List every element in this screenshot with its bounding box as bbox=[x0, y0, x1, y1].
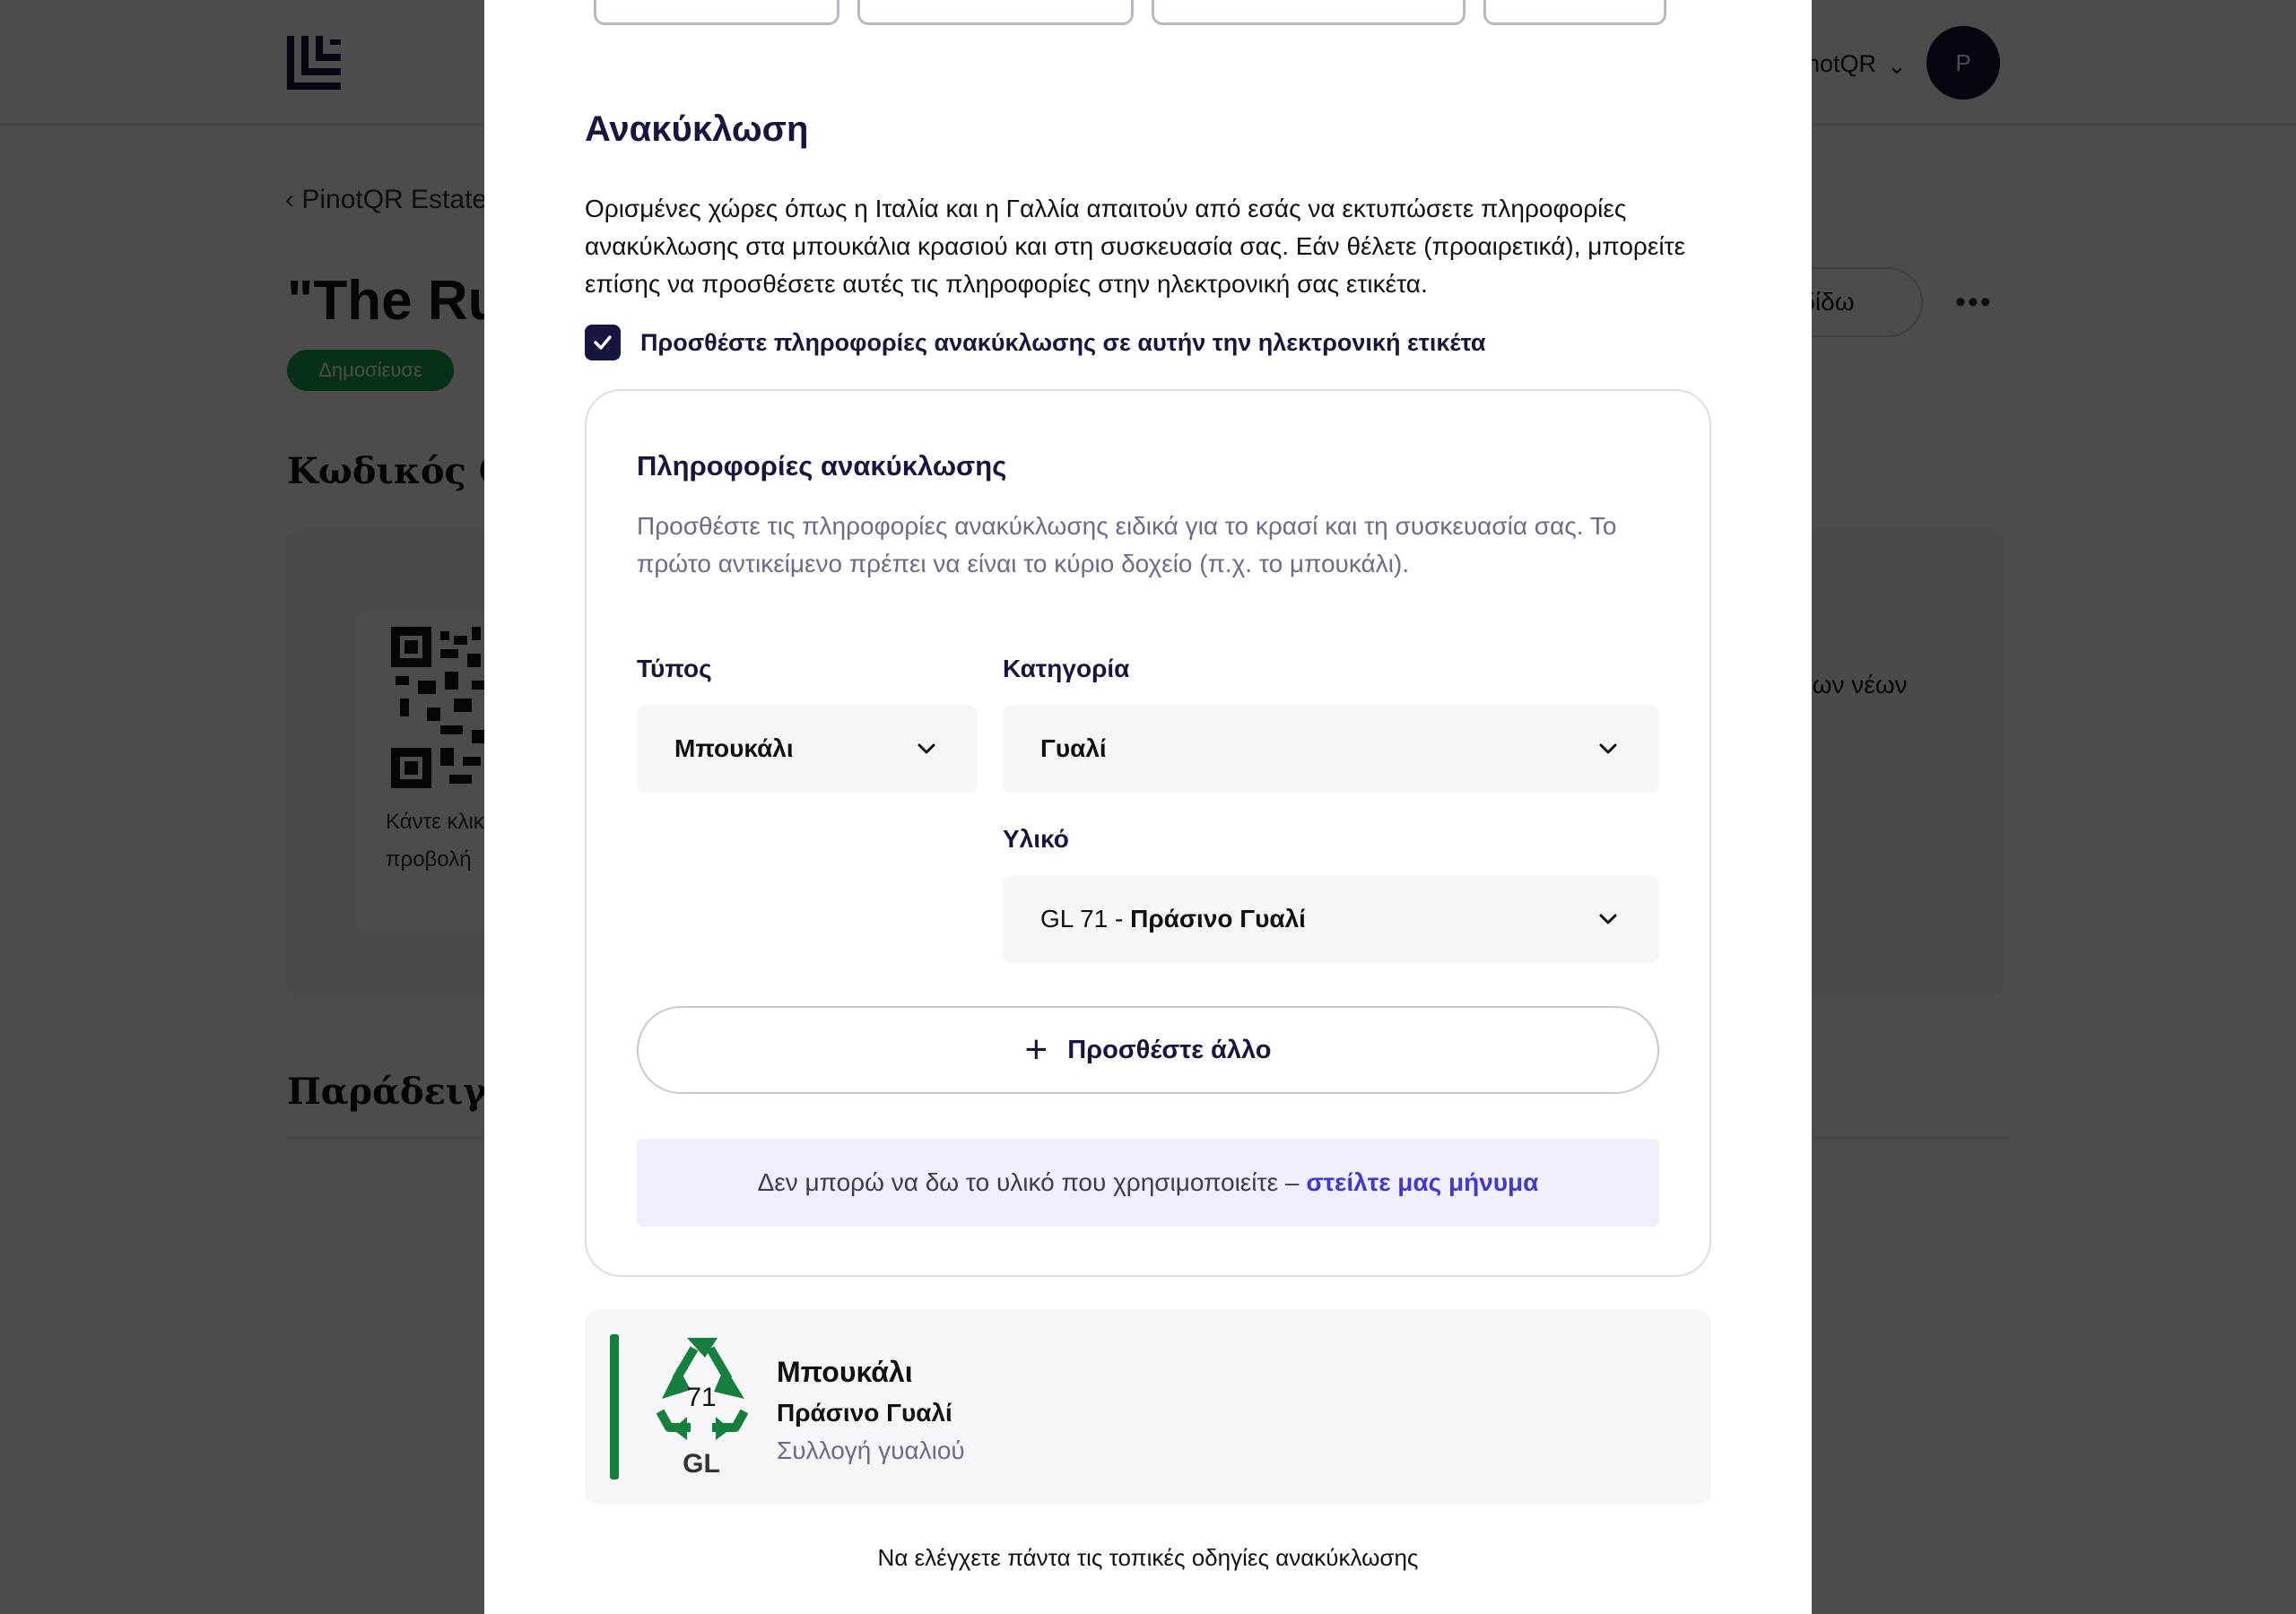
recycling-preview bbox=[585, 1309, 1711, 1505]
preview-title: Μπουκάλι bbox=[777, 1356, 913, 1388]
check-icon bbox=[591, 331, 614, 354]
category-label: Κατηγορία bbox=[1003, 655, 1130, 682]
type-value: Μπουκάλι bbox=[674, 734, 794, 762]
category-select[interactable] bbox=[1003, 705, 1659, 793]
option-chip[interactable] bbox=[1152, 0, 1465, 25]
missing-material-notice bbox=[637, 1139, 1659, 1227]
chevron-down-icon bbox=[1595, 906, 1622, 933]
recycling-number: 71 bbox=[686, 1383, 717, 1412]
intro-text: Ορισμένες χώρες όπως η Ιταλία και η Γαλλία απαιτούν από εσάς να εκτυπώσετε πληροφορίες ανακύκλωσης στα μπουκάλια κρασιού και στη συσκευασία σας. Εάν θέλετε (προαιρετικά), μπορείτε επίσης να προσθέσετε αυτές τις πληροφορίες στην ηλεκτρονική σας ετικέτα. bbox=[585, 195, 1686, 298]
chevron-down-icon bbox=[1595, 735, 1622, 762]
add-another-label: Προσθέστε άλλο bbox=[1067, 1035, 1272, 1064]
plus-icon: + bbox=[1024, 1028, 1048, 1072]
option-chip[interactable] bbox=[594, 0, 839, 25]
card-description: Προσθέστε τις πληροφορίες ανακύκλωσης ειδικά για το κρασί και τη συσκευασία σας. Το πρώτο αντικείμενο πρέπει να είναι το κύριο δοχείο (π.χ. το μπουκάλι). bbox=[637, 512, 1617, 577]
preview-collection: Συλλογή γυαλιού bbox=[777, 1436, 965, 1464]
material-code: GL 71 - bbox=[1040, 905, 1131, 933]
option-chip[interactable] bbox=[857, 0, 1134, 25]
recycling-checkbox[interactable] bbox=[585, 325, 621, 360]
type-label: Τύπος bbox=[637, 655, 712, 682]
missing-material-text: Δεν μπορώ να δω το υλικό που χρησιμοποιείτε – bbox=[757, 1168, 1300, 1196]
recycling-symbol-icon bbox=[639, 1331, 764, 1483]
recycling-modal bbox=[484, 0, 1812, 1614]
type-select[interactable] bbox=[637, 705, 978, 793]
option-chip[interactable] bbox=[1483, 0, 1666, 25]
material-value: Πράσινο Γυαλί bbox=[1130, 905, 1306, 933]
footnote: Να ελέγχετε πάντα τις τοπικές οδηγίες ανακύκλωσης bbox=[877, 1544, 1419, 1571]
preview-material: Πράσινο Γυαλί bbox=[777, 1399, 952, 1427]
recycling-checkbox-row[interactable] bbox=[585, 325, 1485, 360]
material-label: Υλικό bbox=[1003, 825, 1069, 853]
preview-accent-bar bbox=[610, 1334, 619, 1480]
add-another-button[interactable] bbox=[637, 1006, 1659, 1094]
chevron-down-icon bbox=[913, 735, 940, 762]
section-title: Ανακύκλωση bbox=[585, 109, 809, 149]
recycling-checkbox-label[interactable]: Προσθέστε πληροφορίες ανακύκλωσης σε αυτήν την ηλεκτρονική ετικέτα bbox=[640, 328, 1486, 356]
send-message-link[interactable]: στείλτε μας μήνυμα bbox=[1306, 1168, 1539, 1196]
recycling-code: GL bbox=[683, 1449, 720, 1479]
material-select[interactable] bbox=[1003, 875, 1659, 963]
recycling-info-card bbox=[585, 389, 1711, 1277]
category-value: Γυαλί bbox=[1040, 734, 1107, 762]
card-title: Πληροφορίες ανακύκλωσης bbox=[637, 450, 1007, 482]
